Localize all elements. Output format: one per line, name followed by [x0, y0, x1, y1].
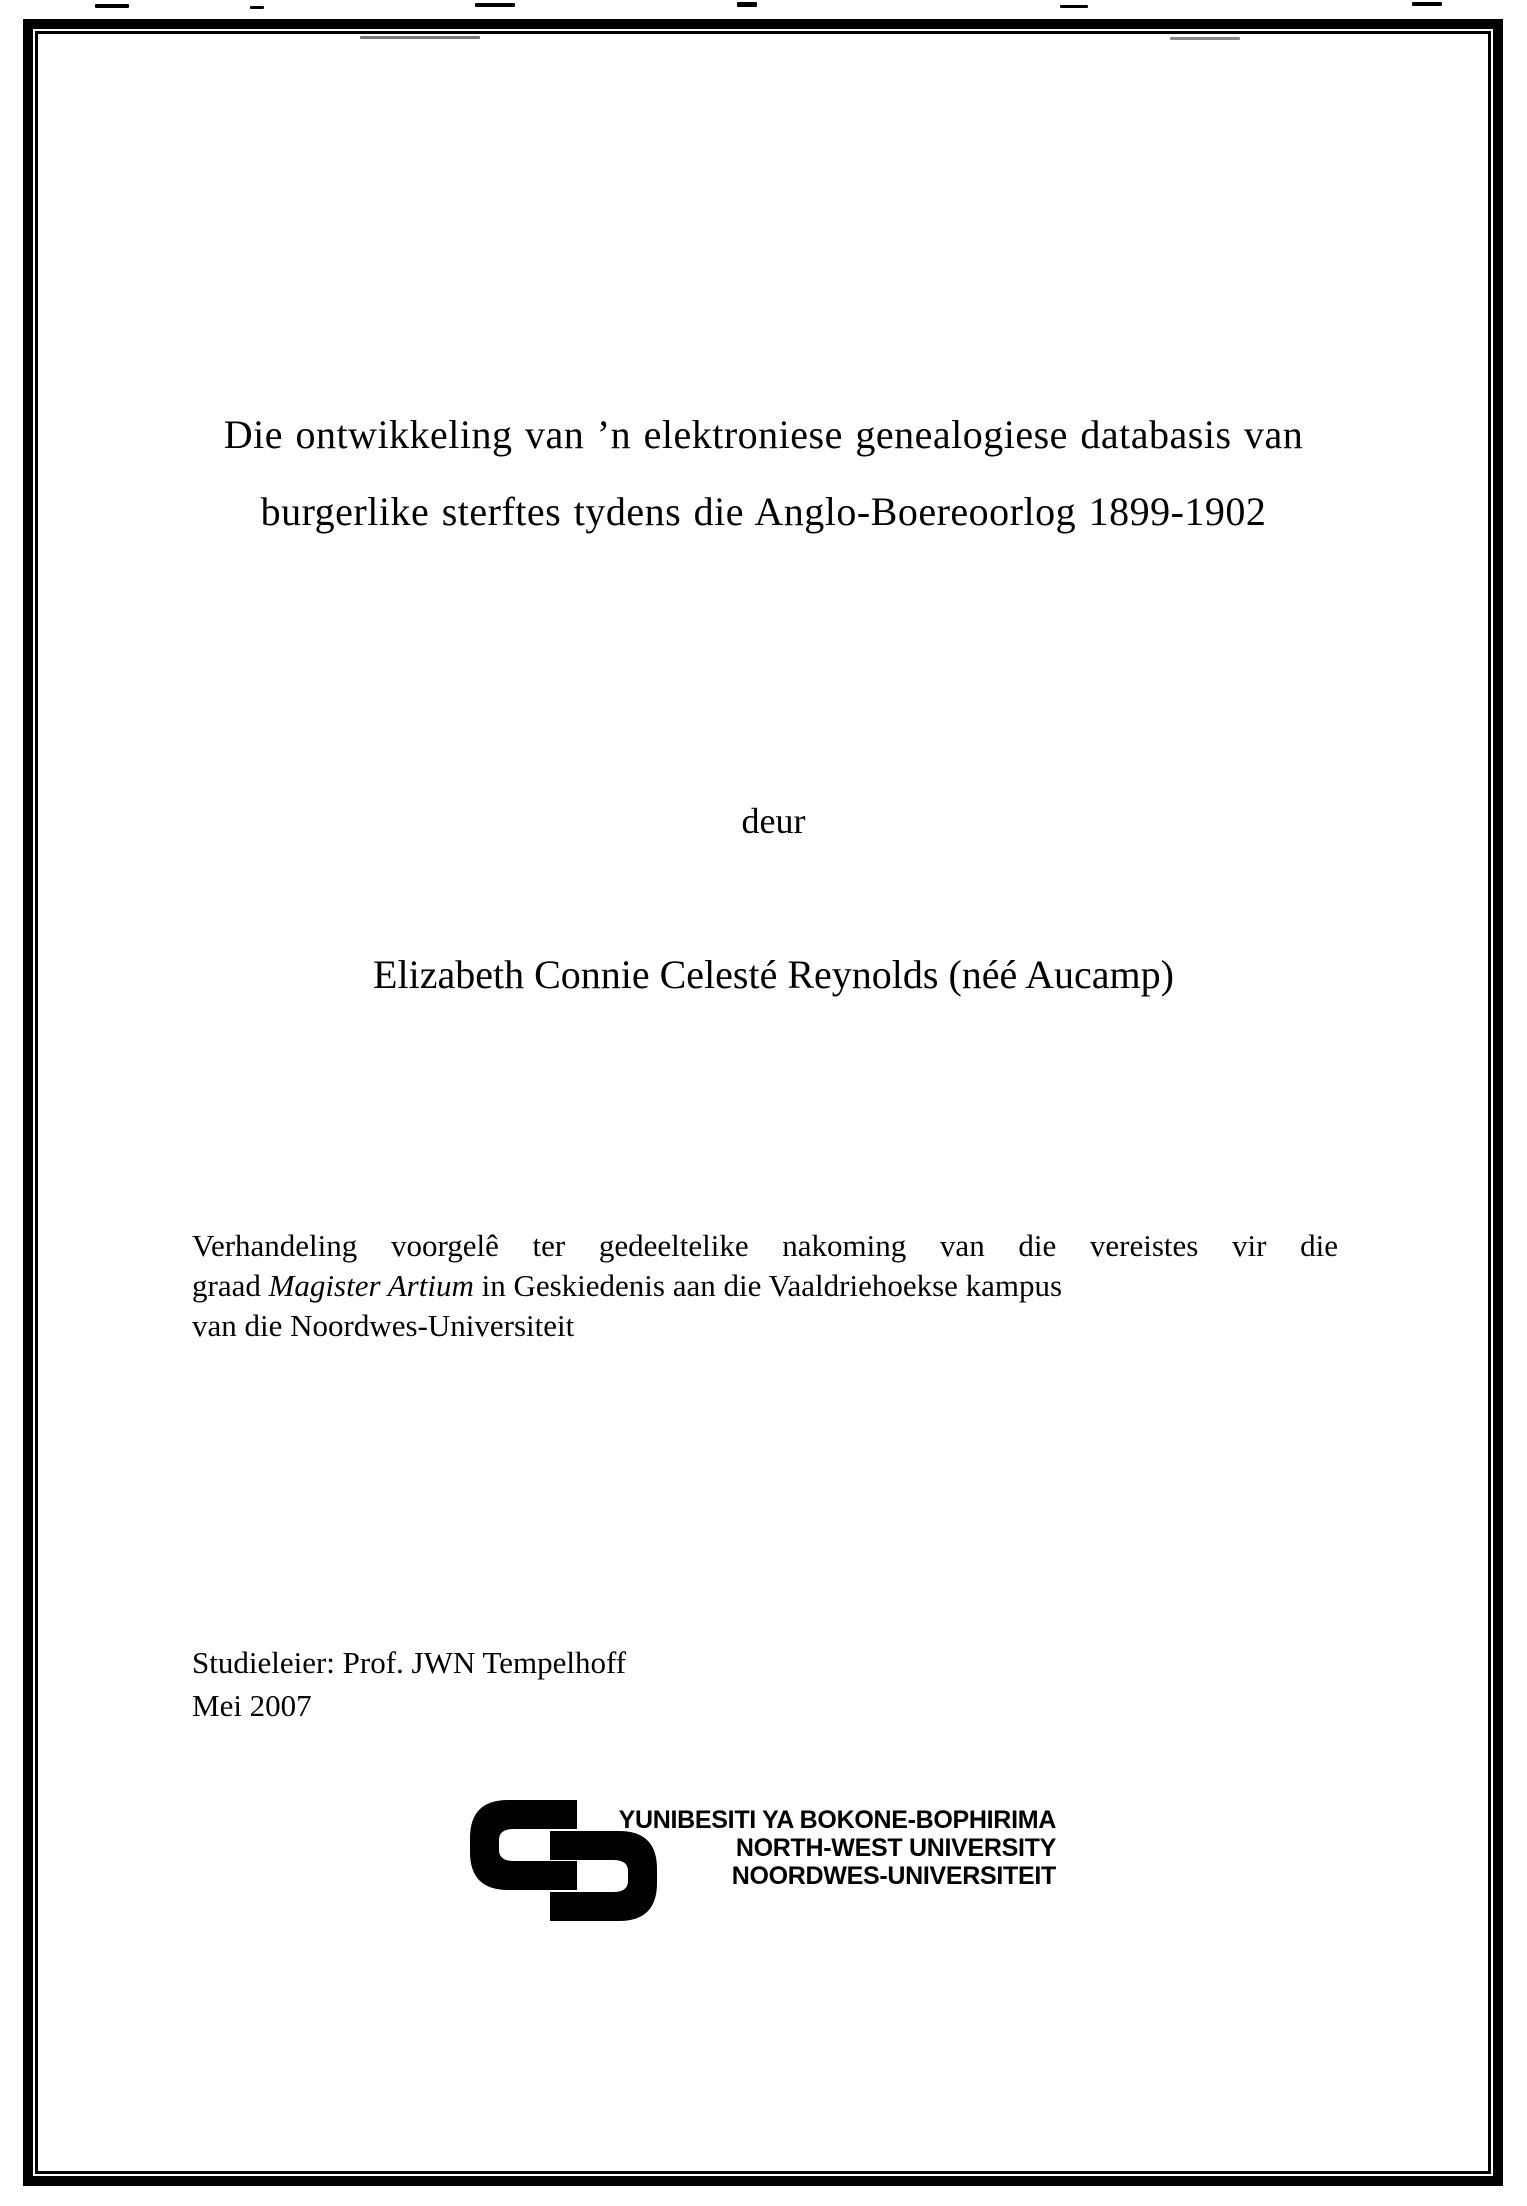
author-name: Elizabeth Connie Celesté Reynolds (néé Aucamp)	[373, 952, 1174, 997]
logo-line-setswana: YUNIBESITI YA BOKONE-BOPHIRIMA	[618, 1806, 1056, 1834]
thesis-title	[110, 396, 1417, 550]
scan-artifact	[95, 4, 129, 8]
degree-statement-line3: van die Noordwes-Universiteit	[192, 1308, 575, 1343]
scan-artifact	[250, 6, 264, 9]
degree-statement-line2-prefix: graad	[192, 1268, 269, 1303]
byline-label: deur	[741, 801, 806, 841]
date-line: Mei 2007	[192, 1688, 312, 1723]
logo-line-english: NORTH-WEST UNIVERSITY	[735, 1834, 1056, 1862]
university-logo-text	[560, 1806, 1056, 1890]
scan-artifact	[1060, 5, 1088, 8]
thesis-title-line1: Die ontwikkeling van ’n elektroniese genealogiese databasis van	[223, 412, 1304, 457]
degree-statement-line1: Verhandeling voorgelê ter gedeeltelike nakoming van die vereistes vir die	[192, 1228, 1338, 1263]
degree-statement-line2	[192, 1266, 1338, 1306]
logo-line-afrikaans: NOORDWES-UNIVERSITEIT	[731, 1862, 1056, 1890]
scan-artifact	[475, 3, 515, 7]
supervisor-block	[192, 1641, 626, 1727]
degree-name-italic: Magister Artium	[268, 1268, 474, 1303]
thesis-title-line2: burgerlike sterftes tydens die Anglo-Boereoorlog 1899-1902	[260, 489, 1267, 534]
scan-artifact	[1412, 2, 1442, 6]
scan-artifact	[737, 2, 757, 7]
supervisor-line: Studieleier: Prof. JWN Tempelhoff	[192, 1645, 627, 1680]
degree-statement	[192, 1226, 1338, 1346]
degree-statement-line2-suffix: in Geskiedenis aan die Vaaldriehoekse kampus	[473, 1268, 1063, 1303]
